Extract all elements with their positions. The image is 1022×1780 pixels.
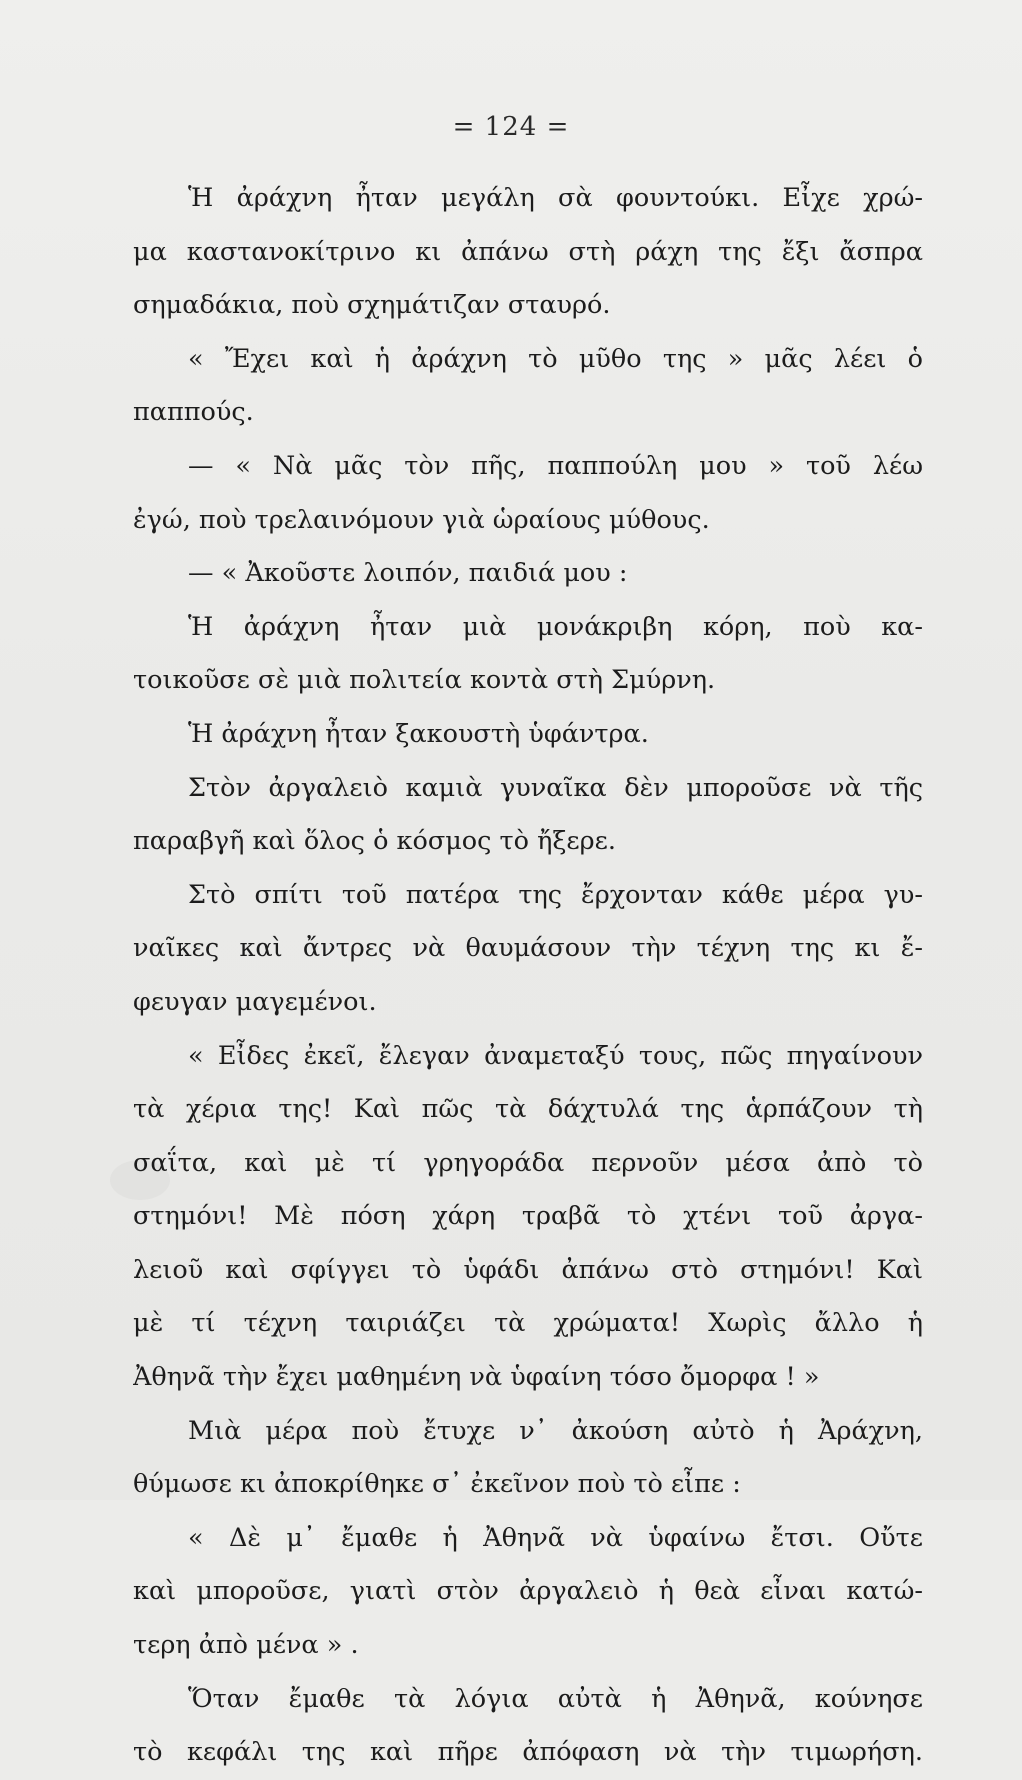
- text-line: « Ἔχει καὶ ἡ ἀράχνη τὸ μῦθο της » μᾶς λέει ὁ: [188, 343, 923, 374]
- text-line: θύμωσε κι ἀποκρίθηκε σ᾿ ἐκεῖνον ποὺ τὸ εἶπε :: [133, 1469, 741, 1500]
- text-line: καὶ μποροῦσε, γιατὶ στὸν ἀργαλειὸ ἡ θεὰ εἶναι κατώ-: [133, 1576, 923, 1607]
- text-line: παππούς.: [133, 397, 254, 428]
- text-line: — « Νὰ μᾶς τὸν πῆς, παππούλη μου » τοῦ λέω: [188, 450, 923, 481]
- text-line: Στὸ σπίτι τοῦ πατέρα της ἔρχονταν κάθε μέρα γυ-: [188, 879, 923, 910]
- text-line: σαΐτα, καὶ μὲ τί γρηγοράδα περνοῦν μέσα ἀπὸ τὸ: [133, 1147, 923, 1178]
- text-line: Ἀθηνᾶ τὴν ἔχει μαθημένη νὰ ὑφαίνη τόσο ὄμορφα ! »: [133, 1362, 820, 1393]
- text-line: φευγαν μαγεμένοι.: [133, 986, 377, 1017]
- text-line: παραβγῆ καὶ ὅλος ὁ κόσμος τὸ ἤξερε.: [133, 826, 616, 857]
- text-line: Στὸν ἀργαλειὸ καμιὰ γυναῖκα δὲν μποροῦσε νὰ τῆς: [188, 772, 923, 803]
- text-line: Ἡ ἀράχνη ἦταν ξακουστὴ ὑφάντρα.: [188, 718, 649, 749]
- text-line: τοικοῦσε σὲ μιὰ πολιτεία κοντὰ στὴ Σμύρνη.: [133, 665, 716, 696]
- text-line: Μιὰ μέρα ποὺ ἔτυχε ν᾿ ἀκούση αὐτὸ ἡ Ἀράχνη,: [188, 1415, 923, 1446]
- text-line: στημόνι! Μὲ πόση χάρη τραβᾶ τὸ χτένι τοῦ ἀργα-: [133, 1201, 923, 1232]
- text-line: « Δὲ μ᾿ ἔμαθε ἡ Ἀθηνᾶ νὰ ὑφαίνω ἔτσι. Οὔτε: [188, 1522, 923, 1553]
- text-line: ἐγώ, ποὺ τρελαινόμουν γιὰ ὡραίους μύθους.: [133, 504, 710, 535]
- text-line: Ἡ ἀράχνη ἦταν μιὰ μονάκριβη κόρη, ποὺ κα-: [188, 611, 923, 642]
- text-line: Ὅταν ἔμαθε τὰ λόγια αὐτὰ ἡ Ἀθηνᾶ, κούνησε: [188, 1683, 923, 1714]
- text-line: σημαδάκια, ποὺ σχημάτιζαν σταυρό.: [133, 290, 611, 321]
- text-line: τὸ κεφάλι της καὶ πῆρε ἀπόφαση νὰ τὴν τιμωρήση.: [133, 1737, 923, 1768]
- text-line: μα καστανοκίτρινο κι ἀπάνω στὴ ράχη της ἔξι ἄσπρα: [133, 236, 923, 267]
- text-line: Ἡ ἀράχνη ἦταν μεγάλη σὰ φουντούκι. Εἶχε χρώ-: [188, 183, 923, 213]
- text-line: « Εἶδες ἐκεῖ, ἔλεγαν ἀναμεταξύ τους, πῶς πηγαίνουν: [188, 1040, 923, 1071]
- text-line: τὰ χέρια της! Καὶ πῶς τὰ δάχτυλά της ἁρπάζουν τὴ: [133, 1094, 923, 1125]
- text-line: τερη ἀπὸ μένα » .: [133, 1630, 359, 1661]
- text-line: μὲ τί τέχνη ταιριάζει τὰ χρώματα! Χωρὶς ἄλλο ἡ: [133, 1308, 923, 1339]
- text-line: ναῖκες καὶ ἄντρες νὰ θαυμάσουν τὴν τέχνη της κι ἔ-: [133, 933, 923, 964]
- text-line: — « Ἀκοῦστε λοιπόν, παιδιά μου :: [188, 558, 628, 589]
- text-line: λειοῦ καὶ σφίγγει τὸ ὑφάδι ἀπάνω στὸ στημόνι! Καὶ: [133, 1254, 923, 1285]
- page-number: = 124 =: [452, 112, 570, 142]
- body-text: [133, 172, 923, 1780]
